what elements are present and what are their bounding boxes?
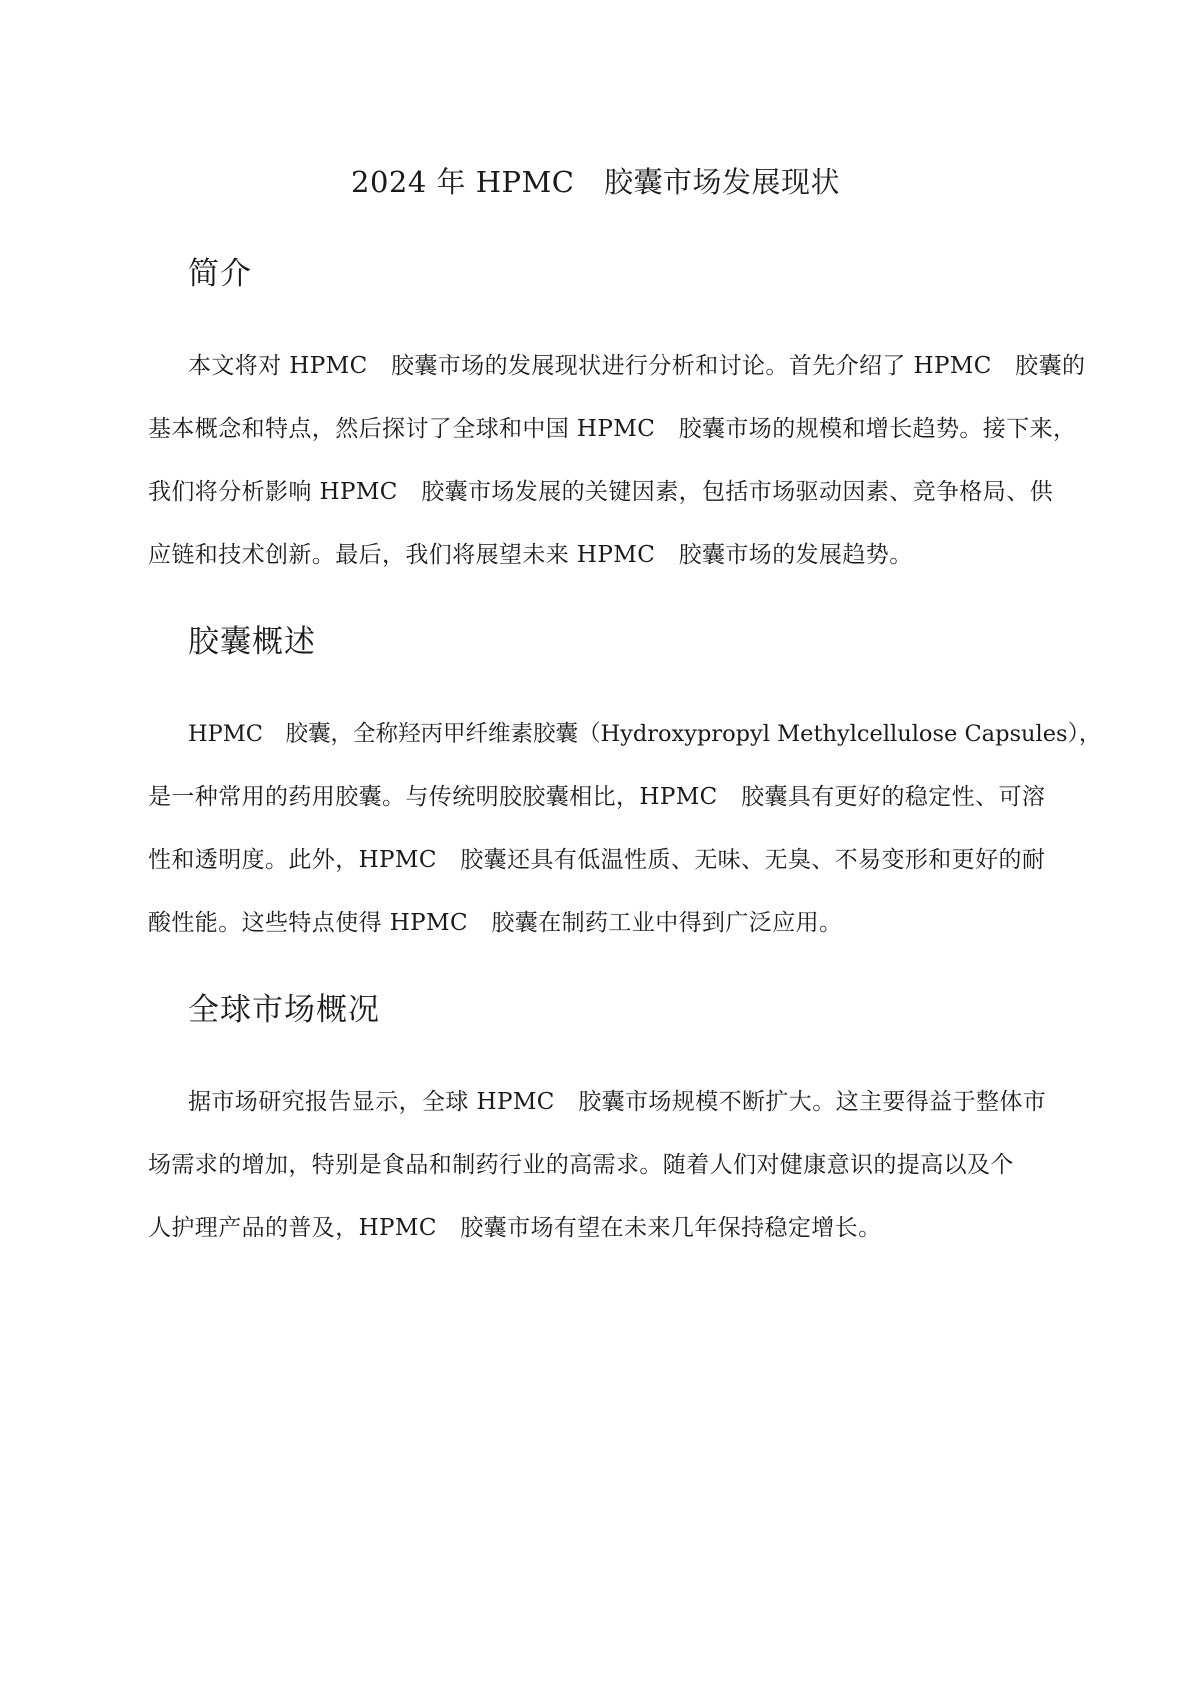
section-heading-capsule-overview: 胶囊概述 — [188, 624, 316, 660]
paragraph-line: 是一种常用的药用胶囊。与传统明胶胶囊相比，HPMC 胶囊具有更好的稳定性、可溶 — [148, 784, 1046, 810]
paragraph-line: 应链和技术创新。最后，我们将展望未来 HPMC 胶囊市场的发展趋势。 — [148, 542, 913, 568]
paragraph-line: 我们将分析影响 HPMC 胶囊市场发展的关键因素，包括市场驱动因素、竞争格局、供 — [148, 479, 1053, 505]
document-title: 2024 年 HPMC 胶囊市场发展现状 — [351, 165, 840, 199]
paragraph-line: HPMC 胶囊，全称羟丙甲纤维素胶囊（Hydroxypropyl Methylcellulose Capsules）， — [188, 721, 1102, 747]
paragraph-line: 人护理产品的普及，HPMC 胶囊市场有望在未来几年保持稳定增长。 — [148, 1215, 882, 1241]
paragraph-line: 本文将对 HPMC 胶囊市场的发展现状进行分析和讨论。首先介绍了 HPMC 胶囊的 — [188, 353, 1086, 379]
paragraph-intro — [148, 346, 1086, 598]
paragraph-line: 酸性能。这些特点使得 HPMC 胶囊在制药工业中得到广泛应用。 — [148, 910, 843, 936]
paragraph-line: 场需求的增加，特别是食品和制药行业的高需求。随着人们对健康意识的提高以及个 — [148, 1152, 1014, 1178]
section-heading-intro: 简介 — [188, 256, 252, 292]
paragraph-line: 据市场研究报告显示，全球 HPMC 胶囊市场规模不断扩大。这主要得益于整体市 — [188, 1089, 1047, 1115]
paragraph-line: 性和透明度。此外，HPMC 胶囊还具有低温性质、无味、无臭、不易变形和更好的耐 — [148, 847, 1046, 873]
section-heading-global-market: 全球市场概况 — [188, 992, 380, 1028]
paragraph-capsule-overview — [148, 714, 1102, 966]
paragraph-global-market — [148, 1082, 1048, 1271]
paragraph-line: 基本概念和特点，然后探讨了全球和中国 HPMC 胶囊市场的规模和增长趋势。接下来， — [148, 416, 1077, 442]
